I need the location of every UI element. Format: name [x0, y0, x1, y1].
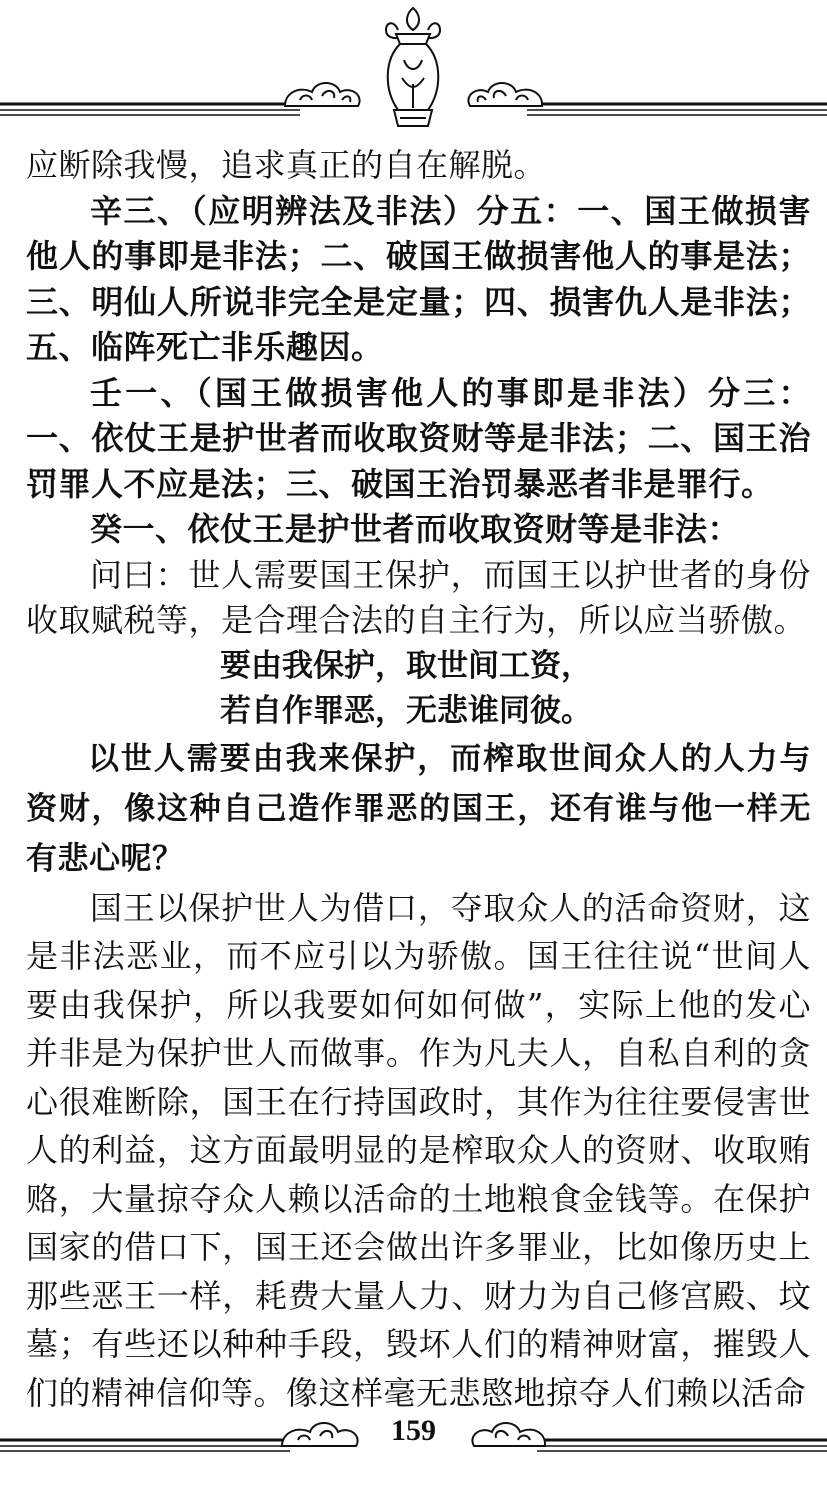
section-heading-gui1: 癸一、依仗王是护世者而收取资财等是非法：: [90, 510, 741, 548]
question-paragraph: 问曰：世人需要国王保护，而国王以护世者的身份收取赋税等，是合理合法的自主行为，所以应当骄傲。: [26, 555, 811, 639]
continued-paragraph: 应断除我慢，追求真正的自在解脱。: [26, 146, 547, 184]
section-heading-ren1: 壬一、（国王做损害他人的事即是非法）分三：一、依仗王是护世者而收取资财等是非法；二、国王治罚罪人不应是法；三、破国王治罚暴恶者非是罪行。: [26, 373, 811, 503]
cloud-scroll-right-icon: [468, 83, 542, 106]
page-content: [26, 143, 811, 1417]
verse-line-2: 若自作罪恶，无悲谁同彼。: [220, 692, 592, 729]
cloud-scroll-left-icon: [285, 83, 360, 106]
verse-translation: 以世人需要由我来保护，而榨取世间众人的人力与资财，像这种自己造作罪恶的国王，还有谁与他一样无有悲心呢？: [26, 740, 811, 877]
verse-line-1: 要由我保护，取世间工资，: [220, 647, 592, 684]
page-number: 159: [391, 1414, 436, 1447]
section-heading-xin3: 辛三、（应明辨法及非法）分五：一、国王做损害他人的事即是非法；二、破国王做损害他人的事是法；三、明仙人所说非完全是定量；四、损害仇人是非法；五、临阵死亡非乐趣因。: [26, 191, 811, 366]
header-ornament: [0, 0, 827, 140]
conch-emblem-icon: [386, 8, 440, 126]
header-rule-left: [0, 104, 300, 115]
commentary-paragraph: 国王以保护世人为借口，夺取众人的活命资财，这是非法恶业，而不应引以为骄傲。国王往往说“世间人要由我保护，所以我要如何如何做”，实际上他的发心并非是为保护世人而做事。作为凡夫人，自私自利的贪心很难断除，国王在行持国政时，其作为往往要侵害世人的利益，这方面最明显的是榨取众人的资财、收取贿赂，大量掠夺众人赖以活命的土地粮食金钱等。在保护国家的借口下，国王还会做出许多罪业，比如像历史上那些恶王一样，耗费大量人力、财力为自己修宫殿、坟墓；有些还以种种手段，毁坏人们的精神财富，摧毁人们的精神信仰等。像这样毫无悲愍地掠夺人们赖以活命: [26, 888, 811, 1412]
header-rule-right: [527, 104, 827, 115]
